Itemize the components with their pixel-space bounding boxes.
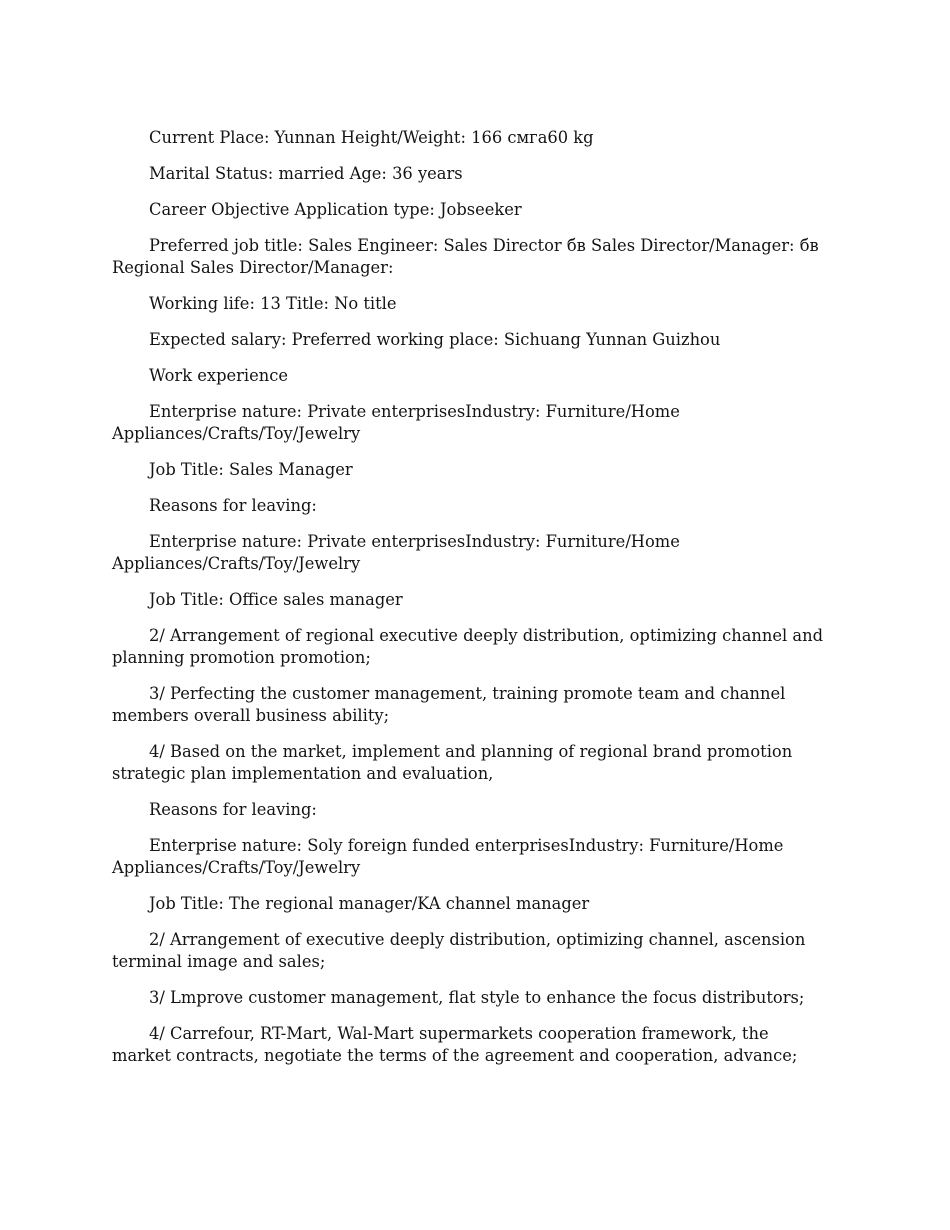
reasons-for-leaving-line: Reasons for leaving: — [149, 496, 317, 515]
duty-item: 2/ Arrangement of regional executive deeply distribution, optimizing channel and planning promotion promotion; — [112, 626, 824, 667]
enterprise-nature-line: Enterprise nature: Soly foreign funded enterprisesIndustry: Furniture/Home Appliances/Crafts/Toy/Jewelry — [112, 836, 784, 877]
duty-item: 4/ Carrefour, RT-Mart, Wal-Mart supermarkets cooperation framework, the market contracts, negotiate the terms of the agreement and cooperation, advance; — [112, 1024, 798, 1065]
preferred-job-title-line: Preferred job title: Sales Engineer: Sales Director бв Sales Director/Manager: бв Regional Sales Director/Manager: — [112, 236, 819, 277]
expected-salary-line: Expected salary: Preferred working place: Sichuang Yunnan Guizhou — [149, 330, 721, 349]
work-experience-heading: Work experience — [149, 366, 288, 385]
duty-item: 2/ Arrangement of executive deeply distribution, optimizing channel, ascension terminal image and sales; — [112, 930, 806, 971]
marital-status-line: Marital Status: married Age: 36 years — [149, 164, 463, 183]
career-objective-line: Career Objective Application type: Jobseeker — [149, 200, 522, 219]
job-title-line: Job Title: The regional manager/KA channel manager — [149, 894, 590, 913]
duty-item: 4/ Based on the market, implement and planning of regional brand promotion strategic plan implementation and evaluation, — [112, 742, 793, 783]
job-title-line: Job Title: Office sales manager — [149, 590, 403, 609]
duty-item: 3/ Perfecting the customer management, training promote team and channel members overall business ability; — [112, 684, 786, 725]
working-life-line: Working life: 13 Title: No title — [149, 294, 397, 313]
duty-item: 3/ Lmprove customer management, flat style to enhance the focus distributors; — [149, 988, 805, 1007]
enterprise-nature-line: Enterprise nature: Private enterprisesIndustry: Furniture/Home Appliances/Crafts/Toy/Jewelry — [112, 402, 680, 443]
document-body — [112, 127, 824, 1081]
job-title-line: Job Title: Sales Manager — [149, 460, 353, 479]
enterprise-nature-line: Enterprise nature: Private enterprisesIndustry: Furniture/Home Appliances/Crafts/Toy/Jewelry — [112, 532, 680, 573]
current-place-line: Current Place: Yunnan Height/Weight: 166 смга60 kg — [149, 128, 594, 147]
reasons-for-leaving-line: Reasons for leaving: — [149, 800, 317, 819]
